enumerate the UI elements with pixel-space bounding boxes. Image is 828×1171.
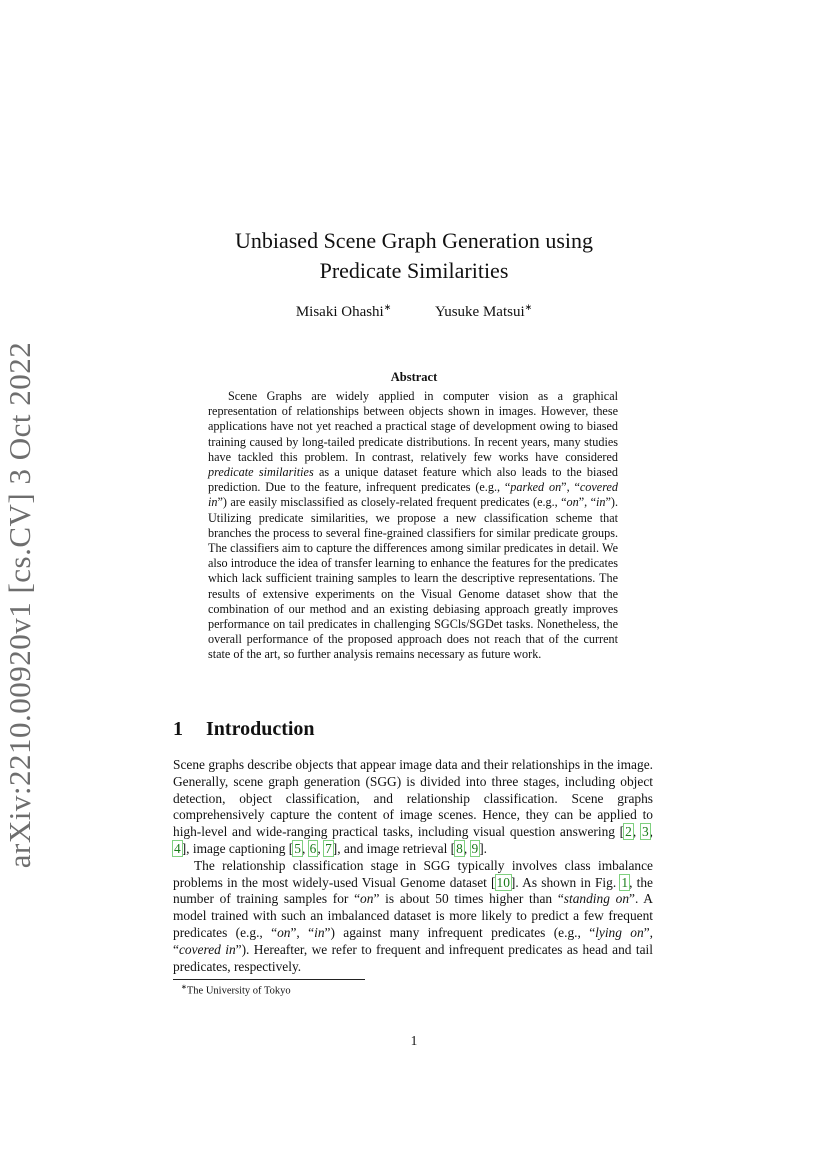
abstract-heading: Abstract bbox=[390, 370, 438, 384]
abstract-text-5: ”, “ bbox=[578, 495, 596, 510]
citation-link[interactable]: 8 bbox=[456, 840, 463, 856]
author-2-name: Yusuke Matsui bbox=[435, 304, 525, 320]
intro-p1-text-4: ]. bbox=[479, 840, 488, 856]
citation-link[interactable]: 2 bbox=[625, 824, 632, 840]
citation-link[interactable]: 4 bbox=[174, 840, 181, 856]
abstract-text-2: as a unique dataset feature which also leads to the biased prediction. Due to the feature, infrequent predicates (e.g., “ bbox=[208, 465, 619, 495]
intro-paragraph-2 bbox=[173, 858, 653, 976]
section-number: 1 bbox=[173, 718, 183, 740]
section-title: Introduction bbox=[206, 718, 315, 740]
footnote-divider bbox=[173, 979, 365, 980]
footnote-affiliation bbox=[181, 983, 291, 997]
title-line-1: Unbiased Scene Graph Generation using bbox=[234, 228, 593, 253]
author-2-affiliation-mark: ∗ bbox=[524, 302, 533, 312]
intro-p2-text-8: ”, “ bbox=[173, 924, 653, 957]
arxiv-identifier-text: arXiv:2210.00920v1 [cs.CV] 3 Oct 2022 bbox=[2, 341, 37, 869]
author-1-affiliation-mark: ∗ bbox=[383, 302, 392, 312]
intro-p2-text-1: The relationship classification stage in SGG typically involves class imbalance problems in the most widely-used Visual Genome dataset [ bbox=[173, 857, 653, 890]
page-number: 1 bbox=[410, 1033, 418, 1048]
citation-link[interactable]: 10 bbox=[496, 874, 510, 890]
author-list bbox=[174, 302, 654, 321]
title-line-2: Predicate Similarities bbox=[319, 258, 509, 283]
abstract-text-6: ”). Utilizing predicate similarities, we propose a new classification scheme that branches the process to several fine-grained classifiers for similar predicate groups. The classifiers aim to capture the differences among similar predicates in detail. We also introduce the idea of transfer learning to enhance the features for the predicates which lack sufficient training samples to learn the descriptive representations. The results of extensive experiments on the Visual Genome dataset show that the combination of our method and an existing debiasing approach greatly improves performance on tail predicates in challenging SGCls/SGDet tasks. Nonetheless, the overall performance of the proposed approach does not reach that of the current state of the art, so further analysis remains necessary as future work. bbox=[208, 495, 618, 662]
abstract-emphasis-on: on bbox=[566, 495, 579, 510]
intro-emphasis: standing on bbox=[563, 891, 630, 907]
abstract-emphasis-in: in bbox=[596, 495, 606, 510]
abstract-body bbox=[208, 389, 618, 663]
citation-link[interactable]: 6 bbox=[309, 840, 317, 856]
citation-link[interactable]: 9 bbox=[471, 840, 479, 856]
intro-p2-text-3: , the number of training samples for “ bbox=[173, 874, 653, 907]
intro-p2-text-2: ]. As shown in Fig. bbox=[510, 874, 621, 890]
section-heading-introduction bbox=[173, 718, 315, 741]
intro-p1-text-1: Scene graphs describe objects that appear image data and their relationships in the image. Generally, scene graph generation (SGG) is divided into three stages, including object detection, object classification, and relationship classification. Scene graphs comprehensively capture the content of image scenes. Hence, they can be applied to high-level and wide-ranging practical tasks, including visual question answering [ bbox=[173, 757, 653, 840]
abstract-emphasis-parked-on: parked on bbox=[510, 480, 562, 495]
intro-p2-text-9: ”). Hereafter, we refer to frequent and infrequent predicates as head and tail predicates, respectively. bbox=[173, 941, 653, 974]
author-2 bbox=[435, 302, 532, 321]
footnote-mark: ∗ bbox=[181, 983, 187, 991]
abstract-text-1: Scene Graphs are widely applied in computer vision as a graphical representation of relationships between objects shown in images. However, these applications have not yet reached a practical stage of development owing to biased training caused by long-tailed predicate distributions. In recent years, many studies have tackled this problem. In contrast, relatively few works have considered bbox=[208, 389, 618, 464]
introduction-body bbox=[173, 757, 653, 975]
intro-paragraph-1: Scene graphs describe objects that appear image data and their relationships in the image. Generally, scene graph generation (SGG) is divided into three stages, including object detection, object classification, and relationship classification. Scene graphs comprehensively capture the content of image scenes. Hence, they can be applied to high-level and wide-ranging practical tasks, including visual question answering [2, 3, 4], image captioning [5, 6, 7], and image retrieval [8, 9]. bbox=[173, 757, 653, 856]
author-1-name: Misaki Ohashi bbox=[295, 304, 384, 320]
intro-p2-text-6: ”, “ bbox=[290, 924, 315, 940]
author-1 bbox=[296, 302, 391, 321]
abstract-text-3: ”, “ bbox=[561, 480, 580, 495]
intro-p2-text-7: ”) against many infrequent predicates (e.g., “ bbox=[324, 924, 596, 940]
citation-link[interactable]: 5 bbox=[294, 840, 301, 856]
intro-emphasis: lying on bbox=[595, 924, 644, 940]
intro-p2-text-4: ” is about 50 times higher than “ bbox=[373, 891, 564, 907]
abstract-emphasis-predicate-similarities: predicate similarities bbox=[208, 465, 314, 480]
figure-reference-link[interactable]: 1 bbox=[621, 874, 629, 890]
paper-title bbox=[174, 226, 654, 286]
intro-p1-text-2: ], image captioning [ bbox=[181, 840, 294, 856]
intro-p2-text-5: ”. A model trained with such an imbalanced dataset is more likely to predict a few frequent predicates (e.g., “ bbox=[173, 891, 653, 940]
intro-emphasis: in bbox=[314, 924, 325, 940]
intro-p1-text-3: ], and image retrieval [ bbox=[332, 840, 456, 856]
citation-link[interactable]: 7 bbox=[325, 840, 332, 856]
abstract-text-4: ”) are easily misclassified as closely-related frequent predicates (e.g., “ bbox=[217, 495, 567, 510]
citation-link[interactable]: 3 bbox=[641, 824, 649, 840]
intro-emphasis: on bbox=[277, 924, 291, 940]
intro-emphasis: covered in bbox=[178, 941, 236, 957]
intro-emphasis: on bbox=[360, 891, 374, 907]
abstract-emphasis-covered-in: covered in bbox=[208, 480, 618, 510]
footnote-text: The University of Tokyo bbox=[186, 985, 291, 997]
